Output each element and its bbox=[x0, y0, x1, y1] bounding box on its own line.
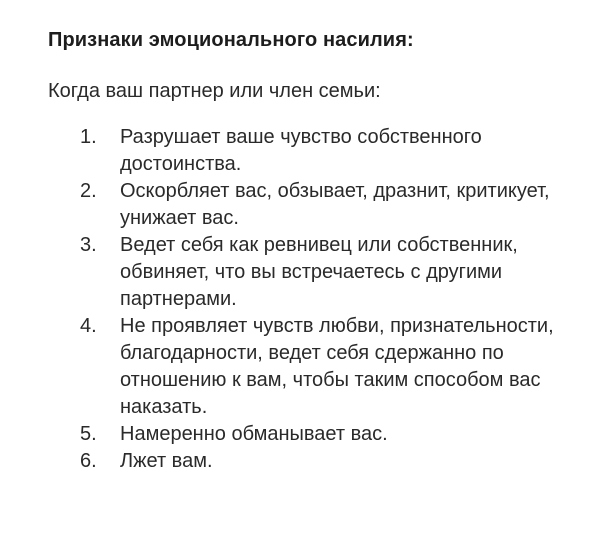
list-item-number: 1. bbox=[80, 126, 97, 148]
list-item bbox=[80, 124, 560, 178]
intro-text: Когда ваш партнер или член семьи: bbox=[48, 80, 381, 102]
list-item-text: Оскорбляет вас, обзывает, дразнит, критикует, унижает вас. bbox=[120, 180, 550, 229]
list-item-number: 5. bbox=[80, 423, 97, 445]
list-item bbox=[80, 232, 560, 313]
list-item bbox=[80, 313, 560, 421]
page-title: Признаки эмоционального насилия: bbox=[48, 29, 414, 51]
list-item-number: 2. bbox=[80, 180, 97, 202]
list-item bbox=[80, 421, 560, 448]
list-item-number: 4. bbox=[80, 315, 97, 337]
list-item bbox=[80, 448, 560, 475]
list-item-text: Лжет вам. bbox=[120, 450, 213, 472]
list-item-number: 3. bbox=[80, 234, 97, 256]
list-item-text: Намеренно обманывает вас. bbox=[120, 423, 388, 445]
list-item bbox=[80, 178, 560, 232]
list-item-text: Ведет себя как ревнивец или собственник, обвиняет, что вы встречаетесь с другими партнерами. bbox=[120, 234, 518, 310]
list-item-text: Не проявляет чувств любви, признательности, благодарности, ведет себя сдержанно по отношению к вам, чтобы таким способом вас наказать. bbox=[120, 315, 554, 418]
list-item-text: Разрушает ваше чувство собственного достоинства. bbox=[120, 126, 482, 175]
list-item-number: 6. bbox=[80, 450, 97, 472]
signs-list bbox=[80, 124, 560, 475]
